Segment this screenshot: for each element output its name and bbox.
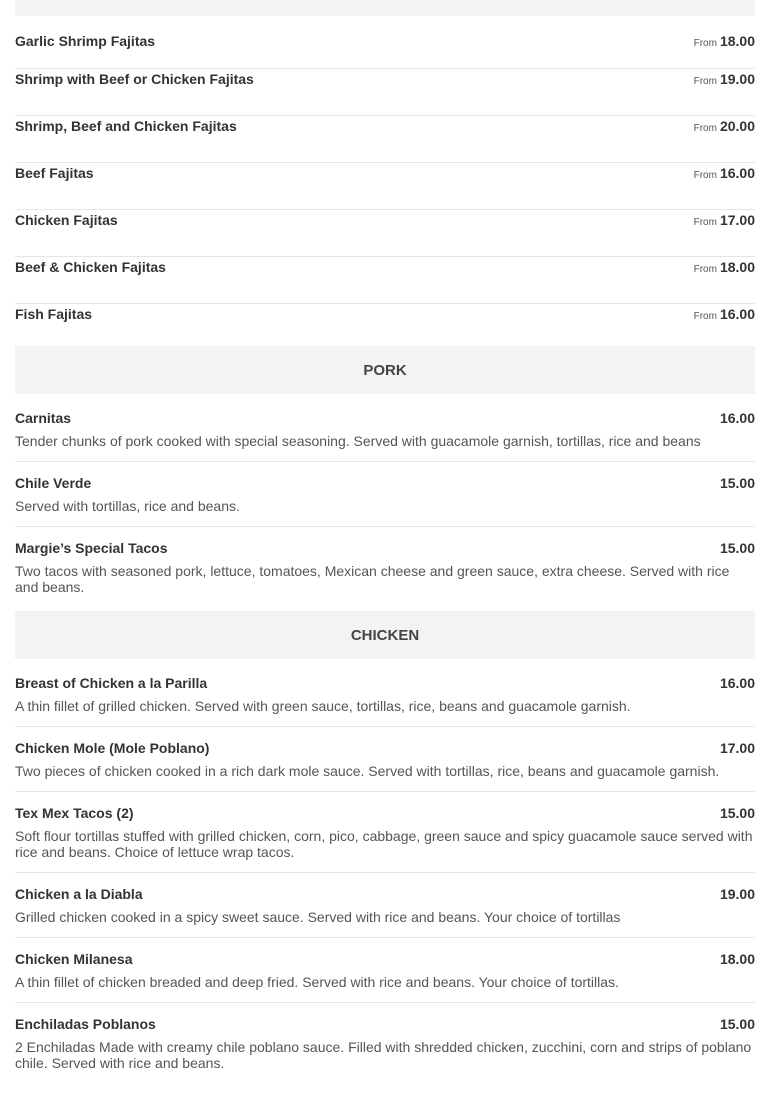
menu-item[interactable] (15, 540, 755, 595)
item-name: Shrimp, Beef and Chicken Fajitas (15, 118, 237, 134)
item-price (694, 118, 755, 134)
price-from-label: From (693, 123, 717, 134)
item-name: Chile Verde (15, 475, 92, 491)
item-name: Breast of Chicken a la Parilla (15, 675, 208, 691)
menu-item[interactable] (15, 410, 755, 462)
section-title: CHICKEN (350, 626, 420, 644)
item-name: Enchiladas Poblanos (15, 1016, 156, 1032)
item-name: Chicken Mole (Mole Poblano) (15, 740, 210, 756)
item-name: Beef & Chicken Fajitas (15, 259, 166, 275)
price-from-label: From (693, 217, 717, 228)
menu-item[interactable] (15, 951, 755, 1003)
menu-item[interactable] (15, 210, 755, 257)
item-name: Chicken Milanesa (15, 951, 133, 967)
item-name: Beef Fajitas (15, 165, 94, 181)
menu-item[interactable] (15, 163, 755, 210)
price-value: 16.00 (719, 306, 755, 322)
item-name: Chicken Fajitas (15, 212, 118, 228)
item-price (694, 71, 755, 87)
item-name: Carnitas (15, 410, 72, 426)
item-price: 19.00 (719, 886, 755, 902)
fajitas-section (15, 0, 755, 346)
price-from-label: From (693, 170, 717, 181)
price-value: 18.00 (719, 33, 755, 49)
item-price: 15.00 (719, 805, 755, 821)
item-description: Served with tortillas, rice and beans. (15, 498, 240, 514)
price-value: 19.00 (719, 71, 755, 87)
price-value: 16.00 (719, 165, 755, 181)
pork-section (15, 346, 755, 595)
item-price (694, 259, 755, 275)
section-header-fajitas (15, 0, 755, 16)
menu-item[interactable] (15, 675, 755, 727)
price-from-label: From (693, 76, 717, 87)
price-from-label: From (693, 264, 717, 275)
item-price: 15.00 (719, 1016, 755, 1032)
section-title (355, 0, 416, 1)
item-name: Garlic Shrimp Fajitas (15, 33, 156, 49)
item-price (694, 165, 755, 181)
price-from-label: From (693, 311, 717, 322)
item-price: 16.00 (719, 410, 755, 426)
item-description: Tender chunks of pork cooked with special seasoning. Served with guacamole garnish, tortillas, rice and beans (15, 433, 701, 449)
price-value: 18.00 (719, 259, 755, 275)
menu-item[interactable] (15, 1016, 755, 1071)
item-description: Grilled chicken cooked in a spicy sweet sauce. Served with rice and beans. Your choice of tortillas (15, 909, 621, 925)
item-name: Chicken a la Diabla (15, 886, 143, 902)
item-description: Two pieces of chicken cooked in a rich dark mole sauce. Served with tortillas, rice, beans and guacamole garnish. (15, 763, 720, 779)
menu-item[interactable] (15, 475, 755, 527)
item-name: Margie’s Special Tacos (15, 540, 168, 556)
item-price: 15.00 (719, 540, 755, 556)
chicken-section (15, 611, 755, 1071)
menu-item[interactable] (15, 740, 755, 792)
item-description: 2 Enchiladas Made with creamy chile poblano sauce. Filled with shredded chicken, zucchini, corn and strips of poblano chile. Served with rice and beans. (15, 1039, 752, 1071)
menu-item[interactable] (15, 69, 755, 116)
section-header-pork (15, 346, 755, 394)
menu-item[interactable] (15, 304, 755, 346)
menu-list (15, 0, 755, 1087)
section-title: PORK (363, 361, 407, 379)
price-value: 20.00 (719, 118, 755, 134)
item-price: 18.00 (719, 951, 755, 967)
item-name: Tex Mex Tacos (2) (15, 805, 134, 821)
item-price (694, 33, 755, 49)
item-price (694, 212, 755, 228)
item-price: 17.00 (719, 740, 755, 756)
item-name: Shrimp with Beef or Chicken Fajitas (15, 71, 254, 87)
menu-item[interactable] (15, 257, 755, 304)
section-header-chicken (15, 611, 755, 659)
price-from-label: From (693, 38, 717, 49)
item-price: 15.00 (719, 475, 755, 491)
item-price: 16.00 (719, 675, 755, 691)
item-description: Soft flour tortillas stuffed with grilled chicken, corn, pico, cabbage, green sauce and spicy guacamole sauce served with rice and beans. Choice of lettuce wrap tacos. (15, 828, 753, 860)
item-description: A thin fillet of grilled chicken. Served with green sauce, tortillas, rice, beans and guacamole garnish. (15, 698, 631, 714)
menu-item[interactable] (15, 33, 755, 69)
item-name: Fish Fajitas (15, 306, 93, 322)
menu-item[interactable] (15, 805, 755, 873)
menu-item[interactable] (15, 116, 755, 163)
item-description: Two tacos with seasoned pork, lettuce, tomatoes, Mexican cheese and green sauce, extra cheese. Served with rice and beans. (15, 563, 730, 595)
item-price (694, 306, 755, 322)
item-description: A thin fillet of chicken breaded and deep fried. Served with rice and beans. Your choice of tortillas. (15, 974, 619, 990)
menu-item[interactable] (15, 886, 755, 938)
price-value: 17.00 (719, 212, 755, 228)
